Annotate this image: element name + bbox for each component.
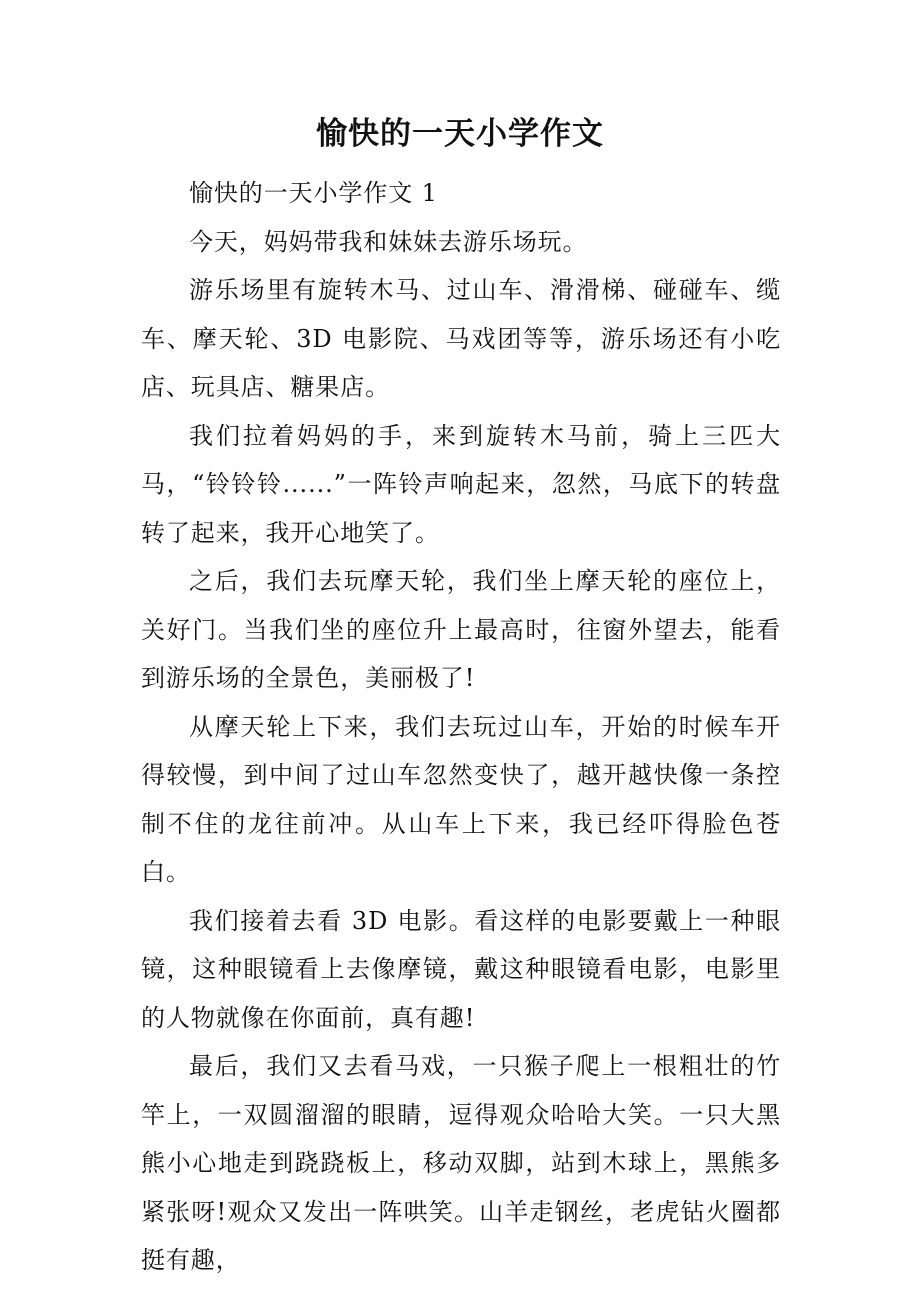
paragraph-1: 今天，妈妈带我和妹妹去游乐场玩。 [189,227,588,256]
paragraph-4: 之后，我们去玩摩天轮，我们坐上摩天轮的座位上，关好门。当我们坐的座位升上最高时，往窗外望去，能看到游乐场的全景色，美丽极了! [141,567,781,692]
paragraph-3: 我们拉着妈妈的手，来到旋转木马前，骑上三匹大马，“铃铃铃......”一阵铃声响起来，忽然，马底下的转盘转了起来，我开心地笑了。 [141,421,781,547]
paragraph-2: 游乐场里有旋转木马、过山车、滑滑梯、碰碰车、缆车、摩天轮、3D 电影院、马戏团等等，游乐场还有小吃店、玩具店、糖果店。 [141,276,781,401]
document-body [141,169,781,1285]
paragraph-5: 从摩天轮上下来，我们去玩过山车，开始的时候车开得较慢，到中间了过山车忽然变快了，越开越快像一条控制不住的龙往前冲。从山车上下来，我已经吓得脸色苍白。 [141,712,781,886]
paragraph-7: 最后，我们又去看马戏，一只猴子爬上一根粗壮的竹竿上，一双圆溜溜的眼睛，逗得观众哈哈大笑。一只大黑熊小心地走到跷跷板上，移动双脚，站到木球上，黑熊多紧张呀!观众又发出一阵哄笑。山羊走钢丝，老虎钻火圈都挺有趣， [141,1052,781,1274]
paragraph-subtitle: 愉快的一天小学作文 1 [189,179,438,207]
document-title: 愉快的一天小学作文 [316,116,604,152]
paragraph-6: 我们接着去看 3D 电影。看这样的电影要戴上一种眼镜，这种眼镜看上去像摩镜，戴这种眼镜看电影，电影里的人物就像在你面前，真有趣! [141,906,781,1032]
